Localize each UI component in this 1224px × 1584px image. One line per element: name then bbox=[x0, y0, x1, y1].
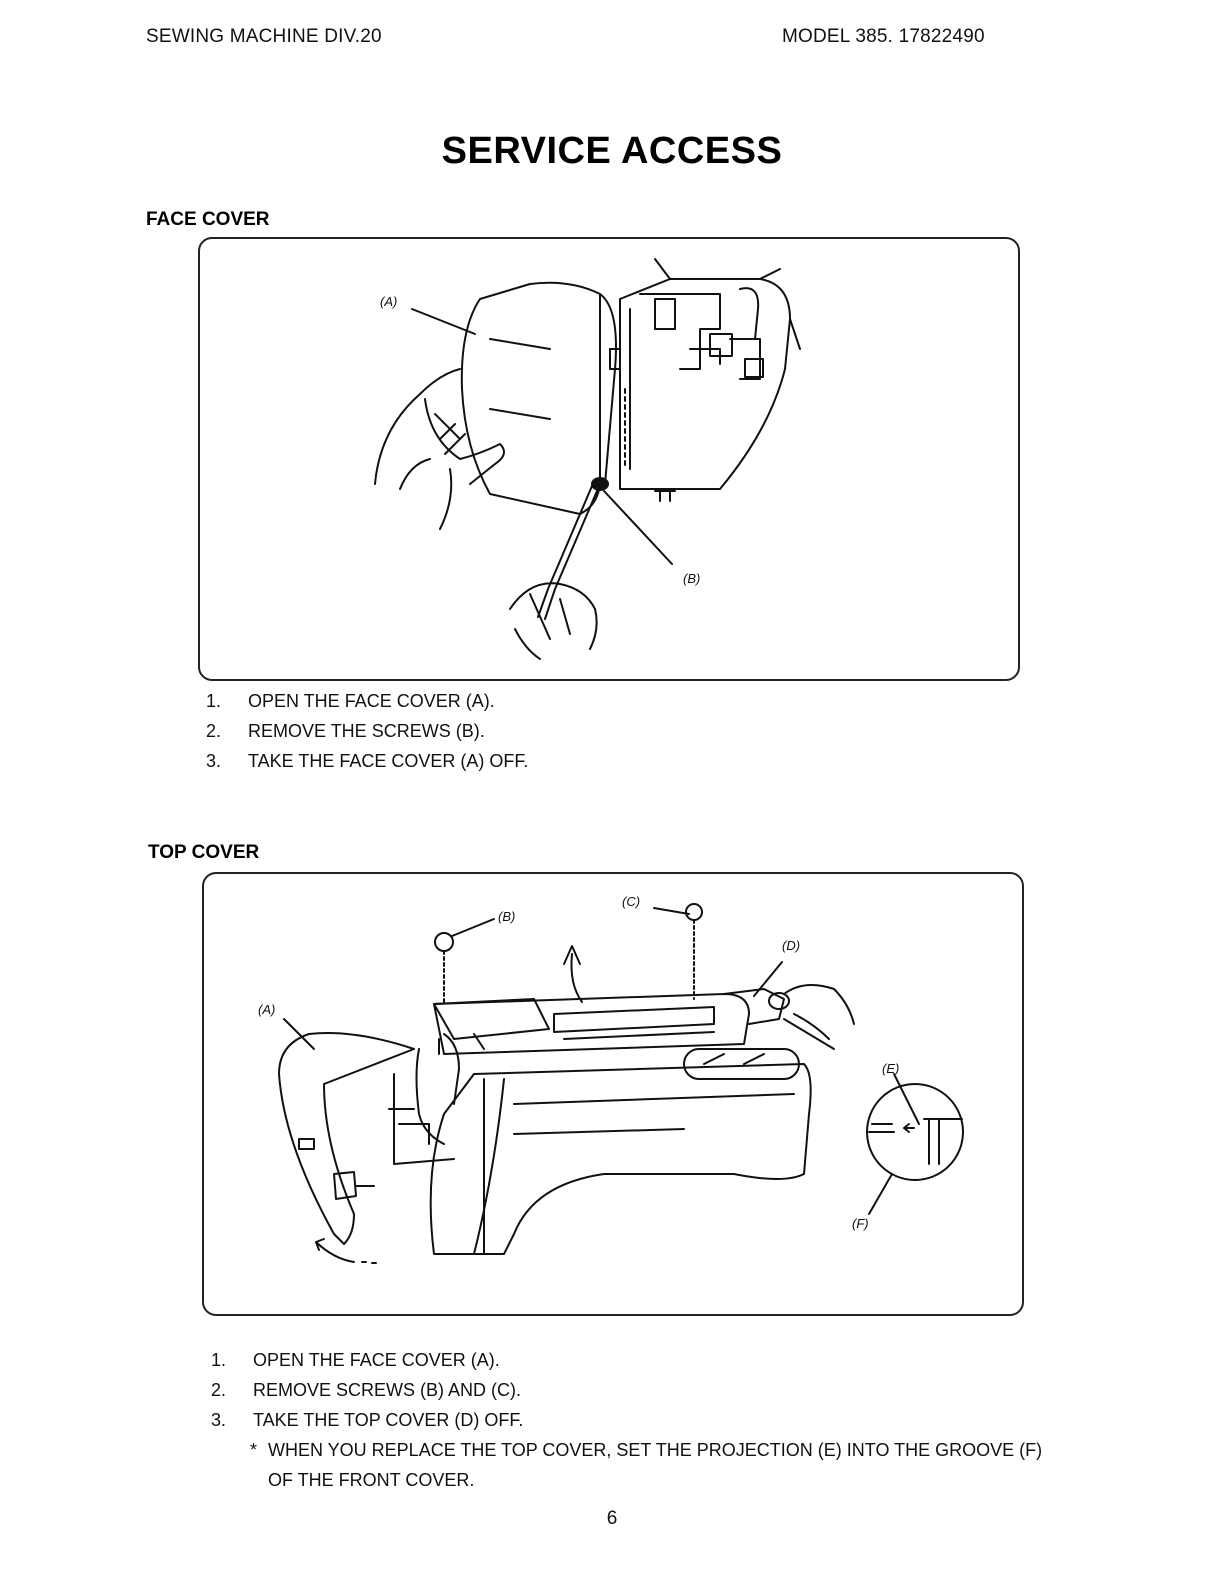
callout-e-label: (E) bbox=[882, 1061, 900, 1076]
note-line-2: OF THE FRONT COVER. bbox=[268, 1470, 475, 1490]
step-number: 3. bbox=[206, 751, 222, 771]
step-text: REMOVE THE SCREWS (B). bbox=[248, 721, 485, 741]
callout-c-label: (C) bbox=[622, 894, 641, 909]
step-text: OPEN THE FACE COVER (A). bbox=[253, 1350, 500, 1370]
left-hand bbox=[417, 1034, 460, 1144]
step-number: 1. bbox=[206, 691, 222, 711]
face-cover-heading: FACE COVER bbox=[146, 209, 270, 230]
note-line-1: WHEN YOU REPLACE THE TOP COVER, SET THE PROJECTION (E) INTO THE GROOVE (F) bbox=[268, 1440, 1043, 1460]
page-title: SERVICE ACCESS bbox=[441, 130, 783, 172]
top-cover-heading: TOP COVER bbox=[148, 842, 260, 863]
replacement-note bbox=[250, 1435, 1150, 1495]
mechanism-parts bbox=[630, 288, 760, 469]
step-text: TAKE THE TOP COVER (D) OFF. bbox=[253, 1410, 524, 1430]
top-cover-figure bbox=[202, 872, 1024, 1316]
step-text: TAKE THE FACE COVER (A) OFF. bbox=[248, 751, 529, 771]
machine-head-outline bbox=[620, 279, 790, 489]
step-number: 1. bbox=[211, 1350, 227, 1370]
step-text: REMOVE SCREWS (B) AND (C). bbox=[253, 1380, 522, 1400]
face-cover-panel bbox=[462, 283, 600, 514]
top-cover-illustration bbox=[204, 874, 1022, 1314]
step-number: 3. bbox=[211, 1410, 227, 1430]
screw-c bbox=[686, 904, 702, 920]
callout-a-label: (A) bbox=[258, 1002, 276, 1017]
face-cover-figure bbox=[198, 237, 1020, 681]
screw-b bbox=[435, 933, 453, 951]
note-asterisk: * bbox=[250, 1440, 258, 1460]
header-left: SEWING MACHINE DIV.20 bbox=[146, 26, 382, 47]
up-arrow bbox=[564, 946, 582, 1002]
left-hand bbox=[375, 369, 504, 529]
swing-arrow bbox=[316, 1239, 354, 1262]
callout-b-label: (B) bbox=[683, 571, 701, 586]
face-cover-illustration bbox=[200, 239, 1018, 679]
step-text: OPEN THE FACE COVER (A). bbox=[248, 691, 495, 711]
callout-a-label: (A) bbox=[380, 294, 398, 309]
step-number: 2. bbox=[206, 721, 222, 741]
screwdriver bbox=[538, 484, 600, 619]
callout-f-label: (F) bbox=[852, 1216, 869, 1231]
header-right: MODEL 385. 17822490 bbox=[782, 26, 985, 47]
callout-d-label: (D) bbox=[782, 938, 801, 953]
page-number: 6 bbox=[606, 1508, 618, 1529]
step-number: 2. bbox=[211, 1380, 227, 1400]
right-hand bbox=[784, 985, 854, 1049]
callout-b-label: (B) bbox=[498, 909, 516, 924]
machine-arm bbox=[431, 1064, 811, 1254]
